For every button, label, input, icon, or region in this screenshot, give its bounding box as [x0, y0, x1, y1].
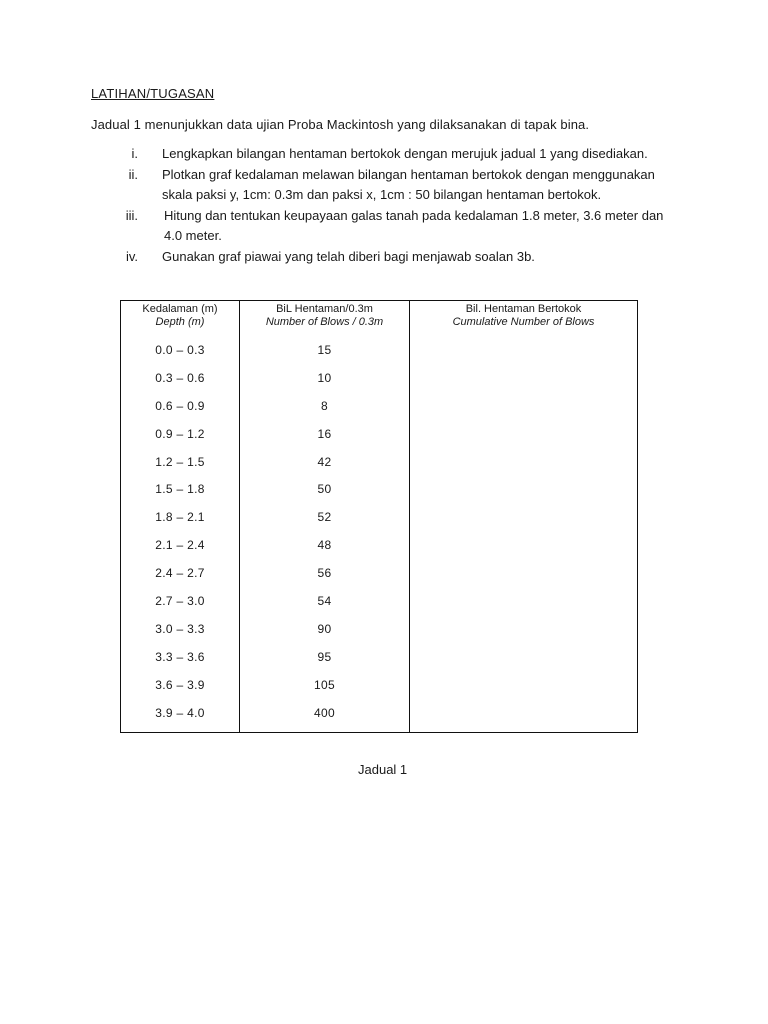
depth-cell: 2.7 – 3.0: [155, 594, 205, 609]
cumulative-header: [410, 301, 637, 329]
section-heading: LATIHAN/TUGASAN: [91, 86, 215, 101]
depth-cell: 1.5 – 1.8: [155, 482, 205, 497]
blows-cell: 400: [314, 705, 335, 720]
question-number: ii.: [128, 166, 138, 182]
blows-header: [240, 301, 409, 329]
blows-cells: [240, 337, 409, 727]
blows-cell: 54: [317, 594, 332, 609]
question-number: iii.: [125, 207, 138, 223]
mackintosh-data-table: [120, 300, 638, 733]
question-line: Plotkan graf kedalaman melawan bilangan hentaman bertokok dengan menggunakan: [162, 166, 655, 182]
blows-cell: 10: [317, 370, 332, 385]
depth-header-ms: Kedalaman (m): [142, 303, 218, 315]
blows-cell: 56: [317, 566, 332, 581]
question-line: Gunakan graf piawai yang telah diberi bagi menjawab soalan 3b.: [162, 248, 535, 264]
depth-cell: 2.1 – 2.4: [155, 538, 205, 553]
cumulative-header-en: Cumulative Number of Blows: [452, 316, 595, 328]
question-item: [90, 144, 690, 165]
question-line: skala paksi y, 1cm: 0.3m dan paksi x, 1cm : 50 bilangan hentaman bertokok.: [162, 187, 602, 202]
blows-cell: 42: [317, 454, 332, 469]
blows-cell: 48: [317, 538, 332, 553]
depth-cell: 0.3 – 0.6: [155, 370, 205, 385]
table-caption: Jadual 1: [358, 762, 408, 777]
question-text: [138, 165, 690, 206]
cumulative-column: [410, 301, 637, 732]
blows-cell: 95: [317, 649, 332, 664]
question-text: [138, 247, 690, 268]
question-line: Hitung dan tentukan keupayaan galas tanah pada kedalaman 1.8 meter, 3.6 meter dan: [164, 207, 664, 223]
depth-header-en: Depth (m): [155, 316, 205, 328]
question-line: 4.0 meter.: [164, 228, 222, 243]
depth-cell: 0.0 – 0.3: [155, 343, 205, 357]
depth-cell: 3.0 – 3.3: [155, 621, 205, 636]
question-text: [138, 206, 690, 247]
question-text: [138, 144, 690, 165]
depth-header: [121, 301, 239, 329]
depth-cells: [121, 337, 239, 727]
depth-cell: 1.2 – 1.5: [155, 454, 205, 469]
blows-cell: 50: [317, 482, 332, 497]
blows-cell: 15: [317, 343, 332, 357]
depth-cell: 2.4 – 2.7: [155, 566, 205, 581]
blows-cell: 16: [317, 426, 332, 441]
depth-cell: 0.9 – 1.2: [155, 426, 205, 441]
question-number: iv.: [125, 248, 138, 264]
question-number: i.: [131, 146, 138, 161]
blows-cell: 52: [317, 510, 332, 525]
depth-cell: 3.9 – 4.0: [155, 705, 205, 720]
blows-header-en: Number of Blows / 0.3m: [265, 316, 384, 328]
question-list: [90, 144, 690, 267]
question-line: Lengkapkan bilangan hentaman bertokok dengan merujuk jadual 1 yang disediakan.: [162, 146, 648, 161]
blows-header-ms: BiL Hentaman/0.3m: [276, 303, 373, 315]
depth-column: [121, 301, 240, 732]
blows-cell: 105: [314, 677, 335, 692]
depth-cell: 3.6 – 3.9: [155, 677, 205, 692]
question-item: [90, 165, 690, 206]
depth-cell: 3.3 – 3.6: [155, 649, 205, 664]
question-item: [90, 247, 690, 268]
intro-paragraph: Jadual 1 menunjukkan data ujian Proba Mackintosh yang dilaksanakan di tapak bina.: [91, 117, 590, 132]
depth-cell: 0.6 – 0.9: [155, 398, 205, 413]
question-item: [90, 206, 690, 247]
blows-cell: 8: [321, 398, 328, 413]
cumulative-header-ms: Bil. Hentaman Bertokok: [465, 303, 582, 315]
blows-column: [240, 301, 410, 732]
depth-cell: 1.8 – 2.1: [155, 510, 205, 525]
blows-cell: 90: [317, 621, 332, 636]
